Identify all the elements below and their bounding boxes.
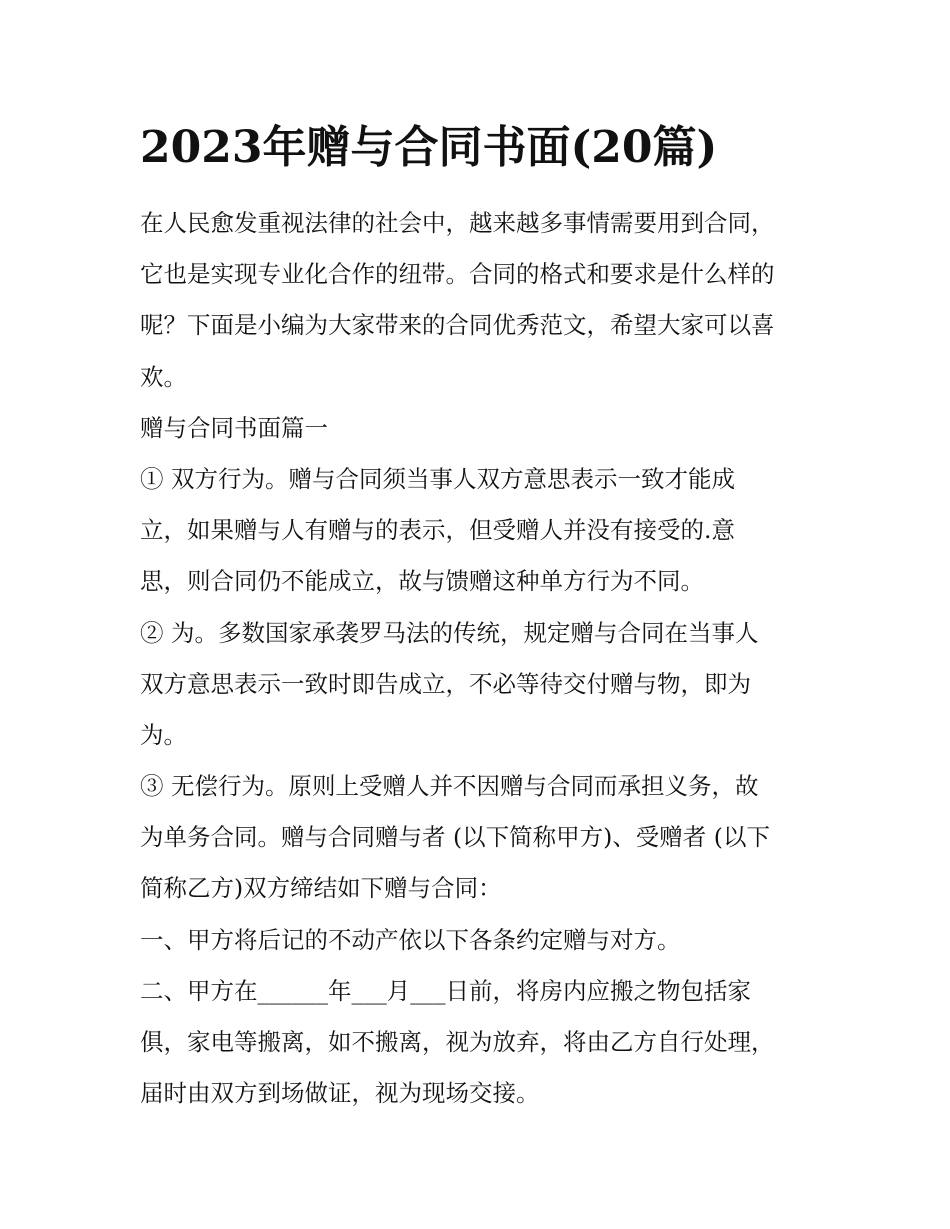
paragraph-line: 俱，家电等搬离，如不搬离，视为放弃，将由乙方自行处理， xyxy=(140,1028,775,1056)
paragraph-line: ③ 无偿行为。原则上受赠人并不因赠与合同而承担义务，故 xyxy=(140,772,759,801)
paragraph-line: 二、甲方在______年___月___日前，将房内应搬之物包括家 xyxy=(140,976,751,1005)
paragraph-line: ① 双方行为。赠与合同须当事人双方意思表示一致才能成 xyxy=(140,464,735,493)
paragraph-line: 为单务合同。赠与合同赠与者 (以下简称甲方)、受赠者 (以下 xyxy=(140,823,770,852)
paragraph-line: 届时由双方到场做证，视为现场交接。 xyxy=(140,1079,540,1108)
paragraph-line: 立，如果赠与人有赠与的表示，但受赠人并没有接受的.意 xyxy=(140,516,735,545)
paragraph-line: 呢？下面是小编为大家带来的合同优秀范文，希望大家可以喜 xyxy=(140,311,775,340)
document-body xyxy=(140,198,820,1119)
paragraph-line: ② 为。多数国家承袭罗马法的传统，规定赠与合同在当事人 xyxy=(140,618,759,647)
section-heading: 赠与合同书面篇一 xyxy=(140,413,328,442)
paragraph-line: 简称乙方)双方缔结如下赠与合同： xyxy=(140,874,502,903)
paragraph-line: 为。 xyxy=(140,720,187,749)
paragraph-line: 一、甲方将后记的不动产依以下各条约定赠与对方。 xyxy=(140,925,681,954)
paragraph-line: 思，则合同仍不能成立，故与馈赠这种单方行为不同。 xyxy=(140,567,704,596)
paragraph-line: 在人民愈发重视法律的社会中，越来越多事情需要用到合同， xyxy=(140,209,775,237)
paragraph-line: 它也是实现专业化合作的纽带。合同的格式和要求是什么样的 xyxy=(140,260,775,289)
paragraph-line: 双方意思表示一致时即告成立，不必等待交付赠与物，即为 xyxy=(140,669,751,698)
document-title: 2023年赠与合同书面(20篇) xyxy=(140,122,718,173)
paragraph-line: 欢。 xyxy=(140,362,187,391)
